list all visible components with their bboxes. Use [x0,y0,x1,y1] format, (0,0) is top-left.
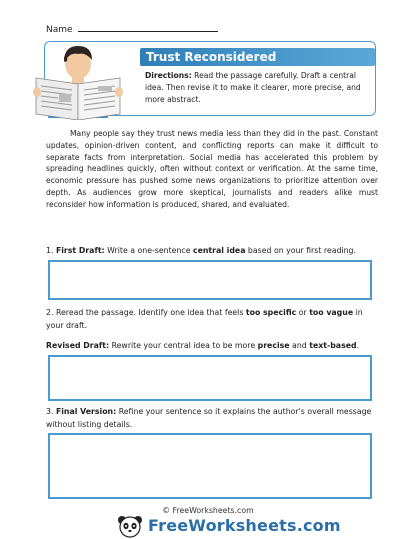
revised-emphasis-2: text-based [309,341,357,350]
question-2-text-c: in your draft. [46,308,363,330]
question-1-label: First Draft: [55,246,105,255]
panda-icon [116,514,144,538]
directions-text: Read the passage carefully. Draft a central idea. Then revise it to make it clearer, more precise, and more abstract. [145,71,361,104]
directions-label: Directions: [145,71,192,80]
answer-box-final-version[interactable] [48,433,372,499]
answer-box-first-draft[interactable] [48,260,372,300]
directions [145,70,373,106]
logo-text: FreeWorksheets.com [148,516,341,535]
footer-copyright-link[interactable]: © FreeWorksheets.com [162,506,254,515]
question-2-text-a: Reread the passage. Identify one idea that feels [55,308,246,317]
revised-emphasis-1: precise [257,341,290,350]
question-3 [46,405,378,431]
question-2 [46,306,378,332]
question-3-text: Refine your sentence so it explains the author's overall message without listing details. [46,407,372,429]
question-1-text-a: Write a one-sentence [104,246,193,255]
question-1-text-b: based on your first reading. [245,246,356,255]
revised-text-a: Rewrite your central idea to be more [109,341,258,350]
question-1-emphasis: central idea [192,246,246,255]
question-1-number: 1. [46,246,54,255]
revised-draft-label: Revised Draft: [46,341,110,350]
revised-draft-instruction [46,339,378,352]
revised-text-c: . [356,341,360,350]
worksheet-title: Trust Reconsidered [140,48,375,66]
name-label: Name [46,25,73,35]
question-2-text-b: or [296,308,310,317]
question-2-number: 2. [46,308,54,317]
question-1 [46,244,378,257]
footer-logo [116,514,341,538]
reading-passage: Many people say they trust news media less than they did in the past. Constant updates, opinion-driven content, and conflicting reports can make it difficult to separate facts from interpretation. Social media has accelerated this problem by spreading headlines quickly, often without context or verification. At the same time, economic pressure has pushed some news organizations to prioritize attention over depth. As audiences grow more skeptical, journalists and readers alike must reconsider how information is produced, shared, and evaluated. [46,129,378,209]
newspaper-reader-illustration [28,30,128,120]
question-3-label: Final Version: [55,407,117,416]
question-3-number: 3. [46,407,54,416]
answer-box-revised-draft[interactable] [48,355,372,401]
revised-text-b: and [289,341,310,350]
question-2-emphasis-1: too specific [245,308,297,317]
question-2-emphasis-2: too vague [309,308,354,317]
